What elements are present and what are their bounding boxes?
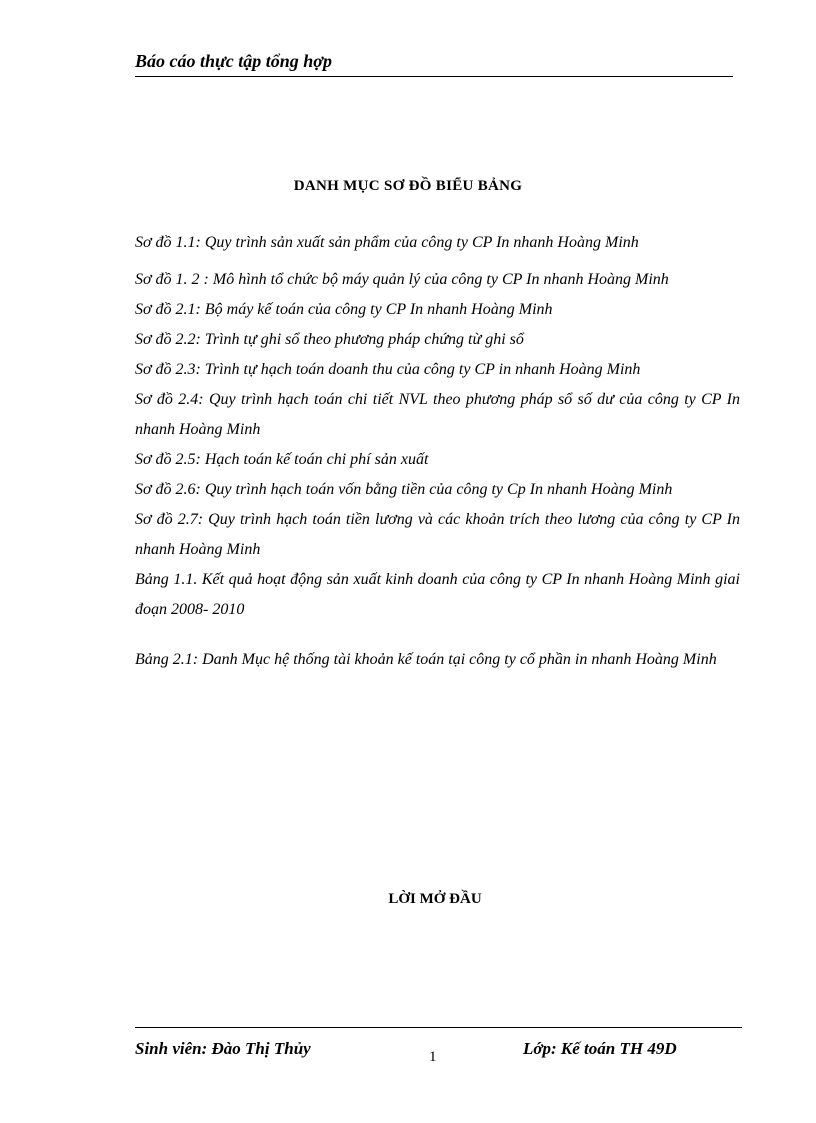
toc-item-diagram-2-3: Sơ đồ 2.3: Trình tự hạch toán doanh thu của công ty CP in nhanh Hoàng Minh xyxy=(135,361,641,378)
toc-item-diagram-1-1: Sơ đồ 1.1: Quy trình sản xuất sản phẩm của công ty CP In nhanh Hoàng Minh xyxy=(135,234,639,251)
page-number: 1 xyxy=(429,1049,437,1065)
header-title: Báo cáo thực tập tổng hợp xyxy=(135,51,332,71)
footer-student-name: Sinh viên: Đào Thị Thủy xyxy=(135,1039,311,1058)
toc-item-diagram-2-1: Sơ đồ 2.1: Bộ máy kế toán của công ty CP In nhanh Hoàng Minh xyxy=(135,301,553,318)
toc-item-diagram-1-2: Sơ đồ 1. 2 : Mô hình tổ chức bộ máy quản lý của công ty CP In nhanh Hoàng Minh xyxy=(135,271,669,288)
footer-class-name: Lớp: Kế toán TH 49D xyxy=(523,1039,677,1058)
toc-item-diagram-2-7: Sơ đồ 2.7: Quy trình hạch toán tiền lương và các khoản trích theo lương của công ty CP In nhanh Hoàng Minh xyxy=(135,511,740,558)
toc-item-diagram-2-5: Sơ đồ 2.5: Hạch toán kế toán chi phí sản xuất xyxy=(135,451,429,468)
intro-heading: LỜI MỞ ĐẦU xyxy=(388,891,482,907)
toc-item-diagram-2-6: Sơ đồ 2.6: Quy trình hạch toán vốn bằng tiền của công ty Cp In nhanh Hoàng Minh xyxy=(135,481,673,498)
toc-heading: DANH MỤC SƠ ĐỒ BIỂU BẢNG xyxy=(293,178,523,194)
toc-list xyxy=(135,228,740,675)
toc-item-table-1-1: Bảng 1.1. Kết quả hoạt động sản xuất kinh doanh của công ty CP In nhanh Hoàng Minh giai đoạn 2008- 2010 xyxy=(135,571,740,618)
page-footer xyxy=(135,1027,742,1068)
page-header xyxy=(135,46,733,77)
toc-item-diagram-2-4: Sơ đồ 2.4: Quy trình hạch toán chi tiết NVL theo phương pháp sổ số dư của công ty CP In nhanh Hoàng Minh xyxy=(135,391,740,438)
toc-item-table-2-1: Bảng 2.1: Danh Mục hệ thống tài khoản kế toán tại công ty cổ phần in nhanh Hoàng Minh xyxy=(135,651,717,668)
toc-item-diagram-2-2: Sơ đồ 2.2: Trình tự ghi sổ theo phương pháp chứng từ ghi sổ xyxy=(135,331,524,348)
